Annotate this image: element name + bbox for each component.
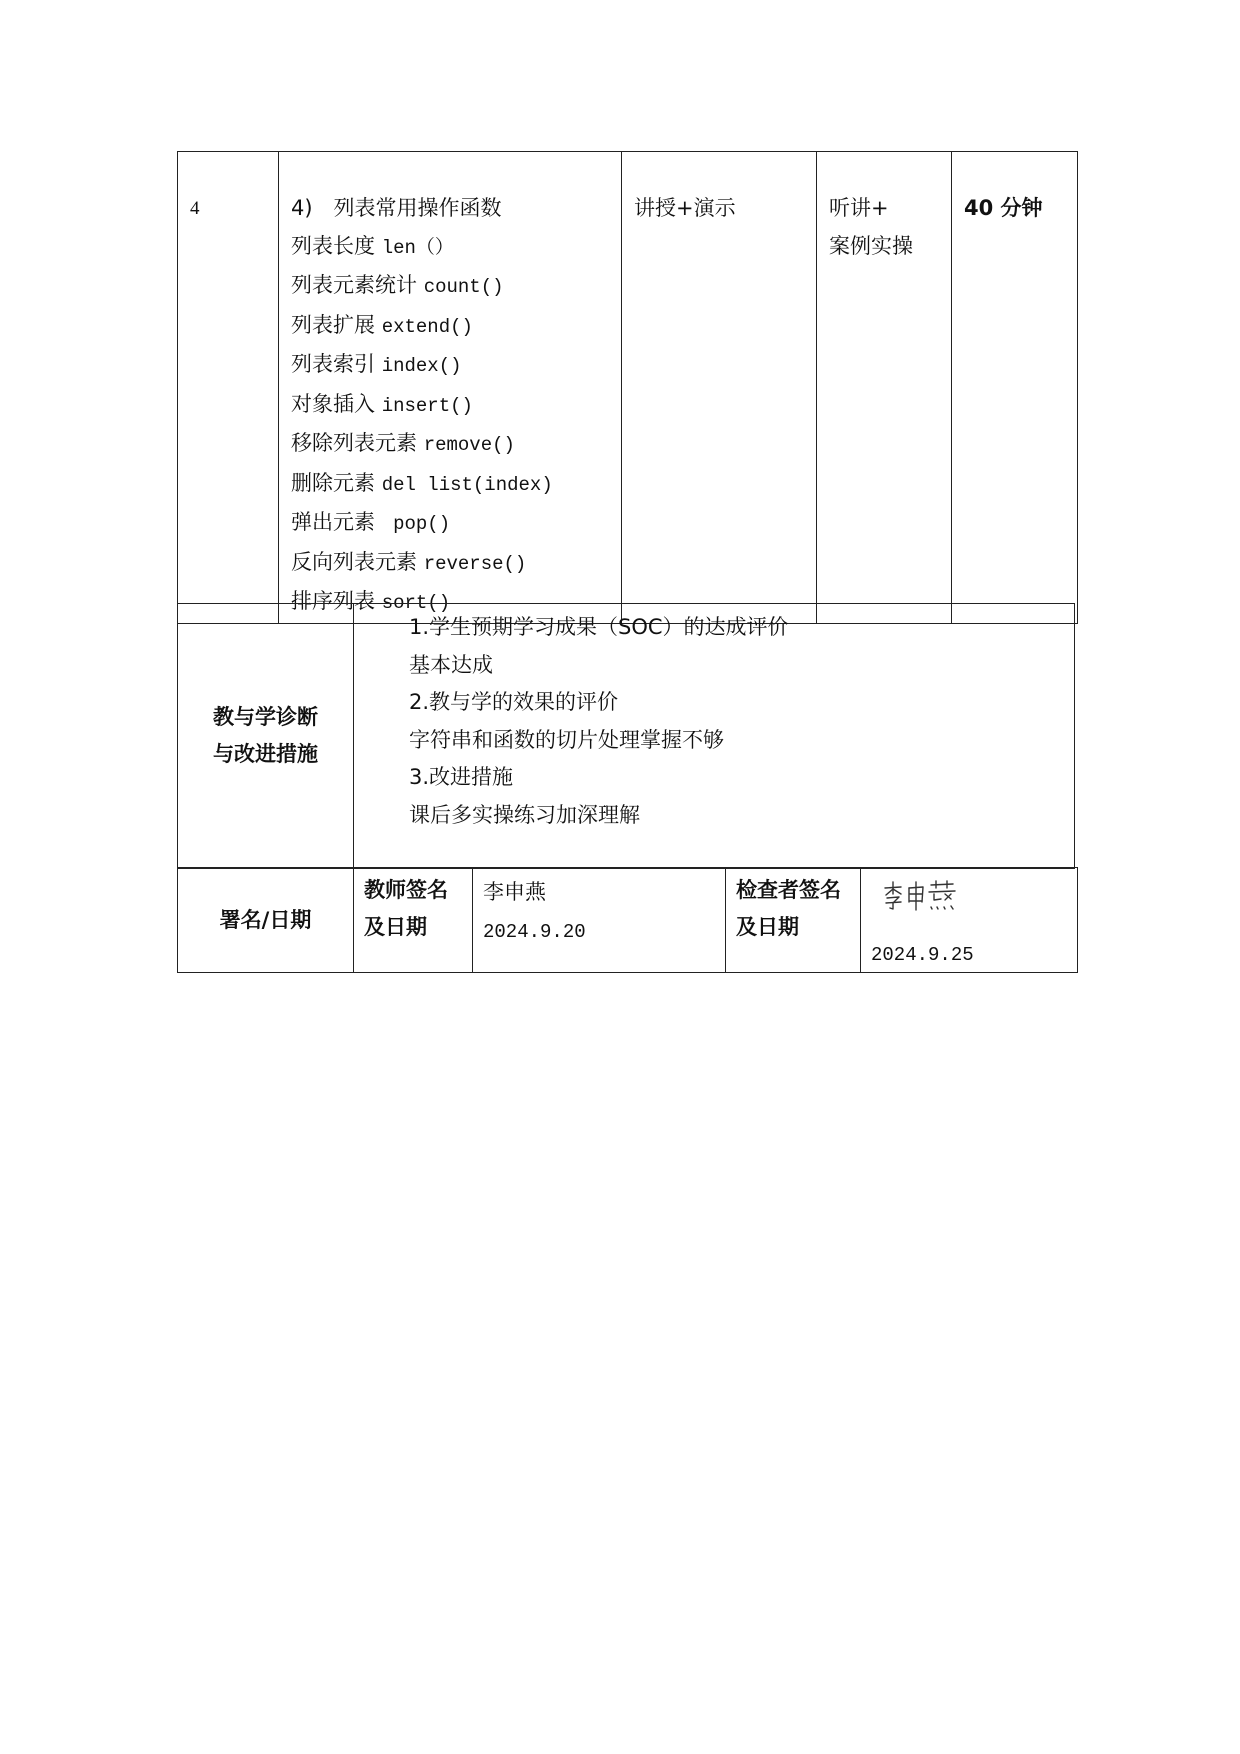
lesson-content-code: index() (381, 355, 462, 377)
diagnosis-line: 2.教与学的效果的评价 (409, 690, 619, 714)
diagnosis-label (213, 699, 318, 773)
lesson-content-code: count() (423, 276, 504, 298)
lesson-content-desc: 对象插入 (291, 391, 382, 416)
lesson-content-line (291, 465, 611, 505)
diagnosis-row (178, 604, 1075, 869)
lesson-content-list (279, 152, 621, 623)
lesson-content-code: remove() (423, 434, 515, 456)
lesson-content-code: extend() (381, 315, 473, 338)
duration-cell (952, 152, 1078, 624)
student-activity-cell (817, 152, 952, 624)
lesson-content-line (291, 190, 611, 228)
teacher-date: 2024.9.20 (483, 921, 586, 943)
lesson-content-code: insert() (381, 394, 473, 417)
signature-label: 署名/日期 (219, 907, 312, 932)
lesson-content-code: sort() (381, 592, 451, 614)
lesson-content-line (291, 425, 611, 465)
lesson-content-line (291, 346, 611, 386)
teacher-signature-value-cell (473, 868, 726, 973)
diagnosis-line: 字符串和函数的切片处理掌握不够 (409, 727, 724, 752)
diagnosis-body-cell (354, 604, 1075, 869)
checker-signature-value-cell (861, 868, 1078, 973)
lesson-content-line (291, 307, 611, 347)
lesson-content-desc: 列表扩展 (291, 312, 382, 337)
checker-signature-label-line: 检查者签名 (736, 878, 841, 902)
lesson-number-cell (178, 152, 279, 624)
lesson-content-desc: 列表索引 (291, 352, 382, 376)
checker-signature-label-line: 及日期 (736, 915, 799, 939)
diagnosis-line: 3.改进措施 (409, 765, 514, 789)
lesson-row (178, 152, 1078, 624)
diagnosis-label-line: 与改进措施 (213, 742, 318, 766)
teaching-method-cell (622, 152, 817, 624)
diagnosis-label-line: 教与学诊断 (213, 705, 318, 729)
checker-signature-label-cell (726, 868, 861, 973)
lesson-content-cell (279, 152, 622, 624)
lesson-content-desc: 排序列表 (291, 589, 382, 613)
lesson-content-desc: 列表元素统计 (291, 273, 424, 297)
teaching-method: 讲授+演示 (634, 196, 736, 220)
diagnosis-line: 基本达成 (409, 652, 493, 677)
lesson-content-line (291, 544, 611, 584)
student-activity-line: 听讲+ (829, 196, 889, 220)
lesson-table (177, 151, 1078, 624)
teacher-signature-label-line: 及日期 (364, 915, 427, 939)
student-activity-line: 案例实操 (829, 233, 913, 258)
lesson-content-line (291, 228, 611, 268)
duration: 40 分钟 (964, 196, 1043, 220)
diagnosis-line: 1.学生预期学习成果（SOC）的达成评价 (409, 615, 789, 639)
diagnosis-line: 课后多实操练习加深理解 (409, 802, 640, 827)
signature-table (177, 867, 1078, 973)
signature-label-cell (178, 868, 354, 973)
lesson-content-line (291, 504, 611, 544)
lesson-content-heading: 4) 列表常用操作函数 (291, 196, 502, 220)
lesson-content-code: del list(index) (381, 473, 553, 496)
lesson-content-desc: 删除元素 (291, 470, 382, 495)
teacher-signature-label-cell (354, 868, 473, 973)
lesson-content-desc: 移除列表元素 (291, 431, 424, 455)
handwritten-signature (881, 878, 961, 914)
lesson-number: 4 (190, 198, 200, 219)
diagnosis-table (177, 603, 1075, 869)
lesson-content-line (291, 386, 611, 426)
lesson-content-code: pop() (381, 513, 451, 535)
teacher-signature-label-line: 教师签名 (364, 878, 448, 902)
lesson-content-code: reverse() (423, 552, 527, 575)
lesson-content-desc: 反向列表元素 (291, 549, 424, 574)
lesson-content-code: len（） (381, 236, 454, 259)
lesson-content-line (291, 267, 611, 307)
lesson-content-desc: 弹出元素 (291, 510, 382, 534)
teacher-name: 李申燕 (483, 880, 546, 904)
diagnosis-label-cell (178, 604, 354, 869)
signature-row (178, 868, 1078, 973)
checker-date: 2024.9.25 (871, 944, 974, 966)
diagnosis-body (354, 604, 1074, 834)
lesson-content-desc: 列表长度 (291, 233, 382, 258)
